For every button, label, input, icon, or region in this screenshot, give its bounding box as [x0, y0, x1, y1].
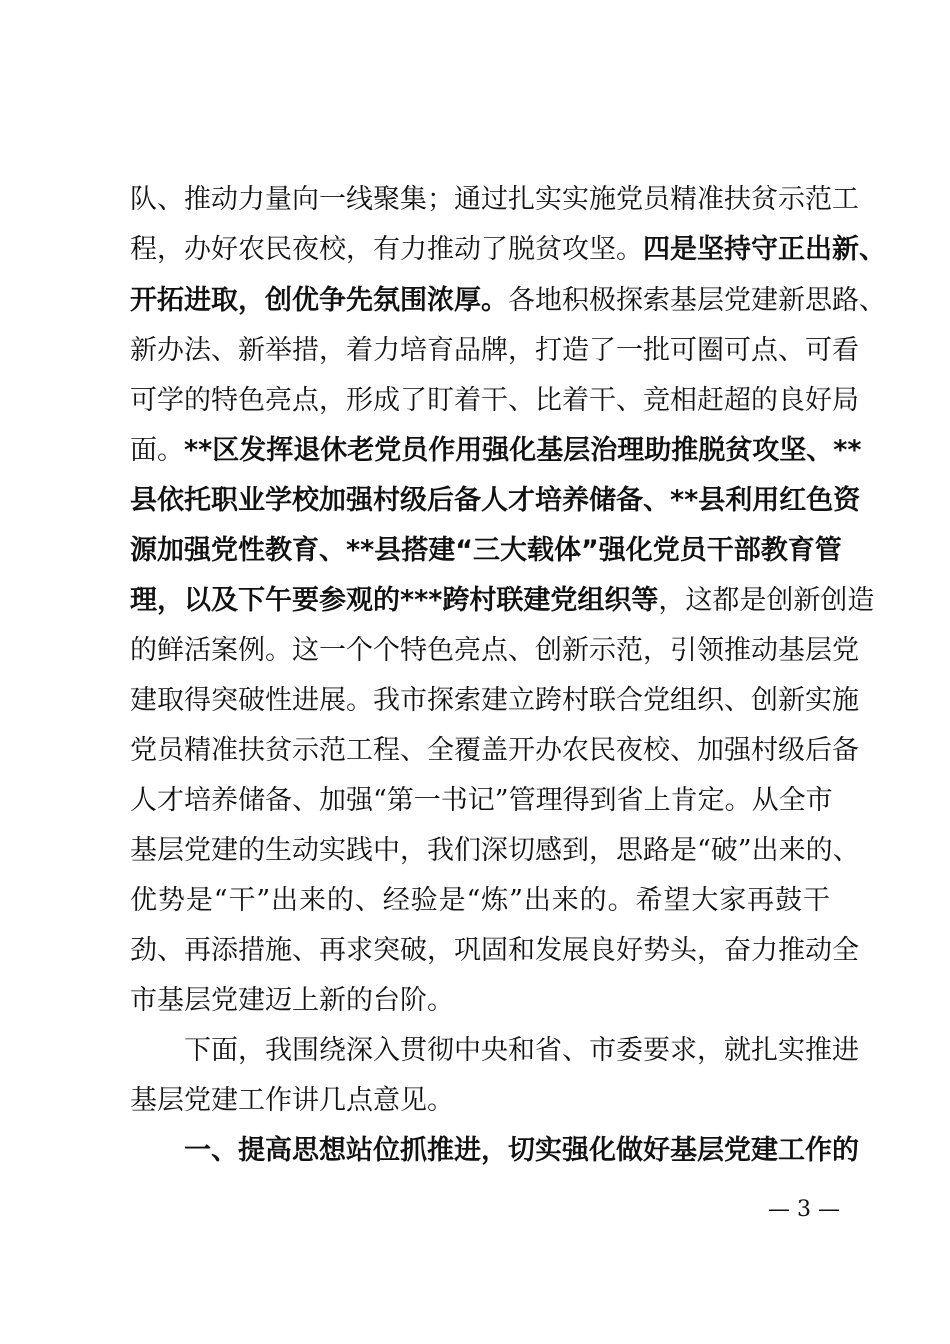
text-line-2 [130, 225, 886, 275]
text-line-6 [130, 426, 862, 476]
text-segment: 基层党建工作讲几点意见。 [130, 1085, 454, 1116]
text-segment: 的鲜活案例。这一个个特色亮点、创新示范，引领推动基层党 [130, 635, 859, 666]
bold-text-segment: 理，以及下午要参观的***跨村联建党组织等 [130, 585, 659, 616]
text-segment: 程，办好农民夜校，有力推动了脱贫攻坚。 [130, 234, 643, 265]
text-line-4 [130, 326, 859, 376]
text-line-18 [184, 1026, 859, 1076]
text-line-15 [130, 876, 830, 926]
text-line-5 [130, 376, 859, 426]
text-line-1 [130, 175, 859, 225]
bold-text-segment: 源加强党性教育、**县搭建“三大载体”强化党员干部教育管 [130, 535, 842, 566]
text-line-14 [130, 826, 860, 876]
bold-text-segment: 开拓进取，创优争先氛围浓厚。 [130, 285, 508, 316]
text-line-13 [130, 776, 833, 826]
text-segment: 下面，我围绕深入贯彻中央和省、市委要求，就扎实推进 [184, 1035, 859, 1066]
text-segment: 基层党建的生动实践中，我们深切感到，思路是“破”出来的、 [130, 835, 860, 866]
text-segment: 市基层党建迈上新的台阶。 [130, 985, 454, 1016]
text-line-10 [130, 626, 859, 676]
text-line-11 [130, 676, 859, 726]
text-line-8 [130, 526, 842, 576]
bold-text-segment: 一、提高思想站位抓推进，切实强化做好基层党建工作的 [184, 1135, 859, 1166]
text-line-9 [130, 576, 875, 626]
text-segment: 可学的特色亮点，形成了盯着干、比着干、竞相赶超的良好局 [130, 385, 859, 416]
text-segment: 新办法、新举措，着力培育品牌，打造了一批可圈可点、可看 [130, 335, 859, 366]
text-line-16 [130, 926, 859, 976]
bold-text-segment: 县依托职业学校加强村级后备人才培养储备、**县利用红色资 [130, 485, 861, 516]
text-segment: 党员精准扶贫示范工程、全覆盖开办农民夜校、加强村级后备 [130, 735, 859, 766]
text-segment: 优势是“干”出来的、经验是“炼”出来的。希望大家再鼓干 [130, 885, 830, 916]
page-number: — 3 — [768, 1197, 840, 1222]
bold-text-segment: **区发挥退休老党员作用强化基层治理助推脱贫攻坚、** [184, 435, 862, 466]
text-line-3 [130, 276, 886, 326]
text-segment: ，这都是创新创造 [658, 585, 875, 616]
text-line-17 [130, 976, 830, 1026]
text-segment: 各地积极探索基层党建新思路、 [508, 285, 886, 316]
text-line-7 [130, 476, 861, 526]
bold-text-segment: 四是坚持守正出新、 [643, 234, 886, 265]
text-line-19 [130, 1076, 830, 1126]
text-segment: 面。 [130, 435, 184, 466]
section-heading-line [184, 1126, 859, 1176]
text-segment: 建取得突破性进展。我市探索建立跨村联合党组织、创新实施 [130, 685, 859, 716]
text-segment: 人才培养储备、加强“第一书记”管理得到省上肯定。从全市 [130, 785, 833, 816]
text-segment: 劲、再添措施、再求突破，巩固和发展良好势头，奋力推动全 [130, 935, 859, 966]
text-line-12 [130, 726, 859, 776]
text-segment: 队、推动力量向一线聚集；通过扎实实施党员精准扶贫示范工 [130, 184, 859, 215]
